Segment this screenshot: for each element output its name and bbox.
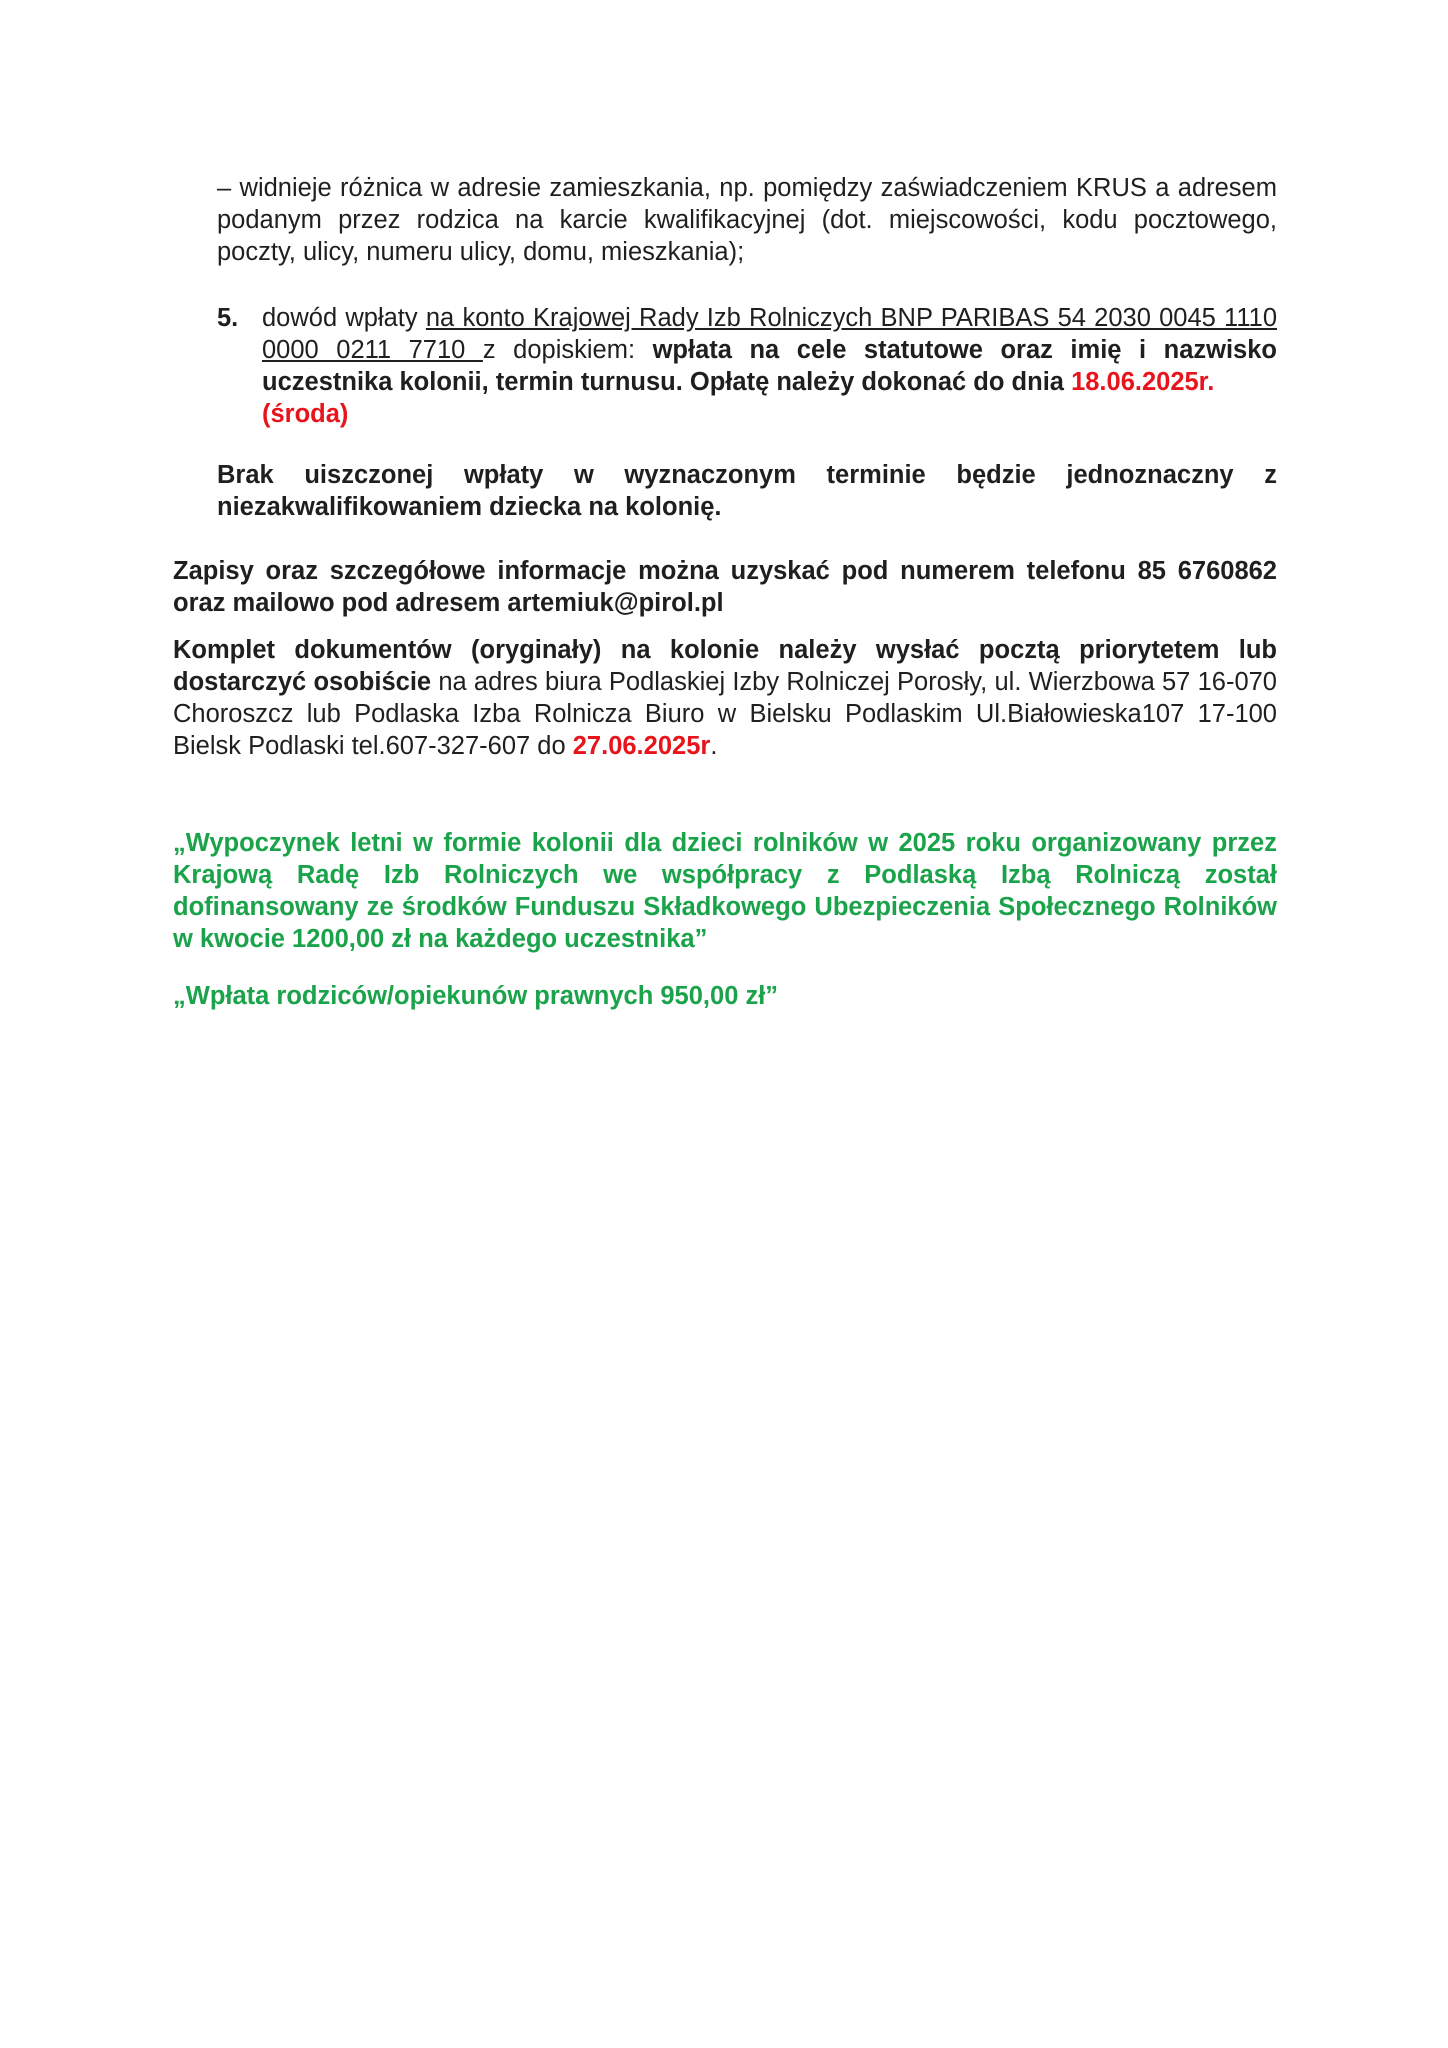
payment-note: wpłata na cele statutowe oraz imię i nazwisko uczestnika kolonii, termin turnusu. Opłatę należy dokonać do dnia — [262, 336, 1277, 396]
list-number-5: 5. — [217, 304, 239, 332]
address-difference-paragraph — [217, 172, 1277, 268]
documents-end: . — [710, 732, 718, 760]
documents-deadline: 27.06.2025r — [572, 732, 711, 760]
funding-note: „Wypoczynek letni w formie kolonii dla dzieci rolników w 2025 roku organizowany przez Krajową Radę Izb Rolniczych we współpracy z Podlaską Izbą Rolniczą został dofinansowany ze środków Funduszu Składkowego Ubezpieczenia Społecznego Rolników w kwocie 1200,00 zł na każdego uczestnika” — [173, 829, 1277, 953]
documents-bold: Komplet dokumentów (oryginały) na kolonie należy wysłać pocztą priorytetem lub dostarczyć osobiście — [173, 636, 1277, 696]
documents-address: na adres biura Podlaskiej Izby Rolniczej Porosły, ul. Wierzbowa 57 16-070 Choroszcz lub Podlaska Izba Rolnicza Biuro w Bielsku Podlaskim Ul.Białowieska107 17-100 Bielsk Podlaski tel.607-327-607 do — [173, 668, 1277, 760]
parent-payment-note: „Wpłata rodziców/opiekunów prawnych 950,00 zł” — [173, 982, 779, 1010]
payment-intro: dowód wpłaty — [262, 304, 426, 332]
contact-info: Zapisy oraz szczegółowe informacje można uzyskać pod numerem telefonu 85 6760862 oraz mailowo pod adresem artemiuk@pirol.pl — [173, 557, 1277, 617]
dash: – — [217, 174, 232, 202]
payment-deadline: 18.06.2025r. — [1071, 368, 1215, 396]
address-difference-text: widnieje różnica w adresie zamieszkania, np. pomiędzy zaświadczeniem KRUS a adresem podanym przez rodzica na karcie kwalifikacyjnej (dot. miejscowości, kodu pocztowego, poczty, ulicy, numeru ulicy, domu, mieszkania); — [217, 174, 1277, 266]
bank-account: na konto Krajowej Rady Izb Rolniczych BNP PARIBAS 54 2030 0045 1110 0000 0211 7710 — [262, 304, 1277, 364]
payment-proof-paragraph — [262, 302, 1277, 430]
documents-paragraph — [173, 634, 1277, 762]
payment-warning: Brak uiszczonej wpłaty w wyznaczonym terminie będzie jednoznaczny z niezakwalifikowaniem dziecka na kolonię. — [217, 461, 1277, 521]
payment-mid: z dopiskiem: — [482, 336, 653, 364]
payment-weekday: (środa) — [262, 400, 349, 428]
